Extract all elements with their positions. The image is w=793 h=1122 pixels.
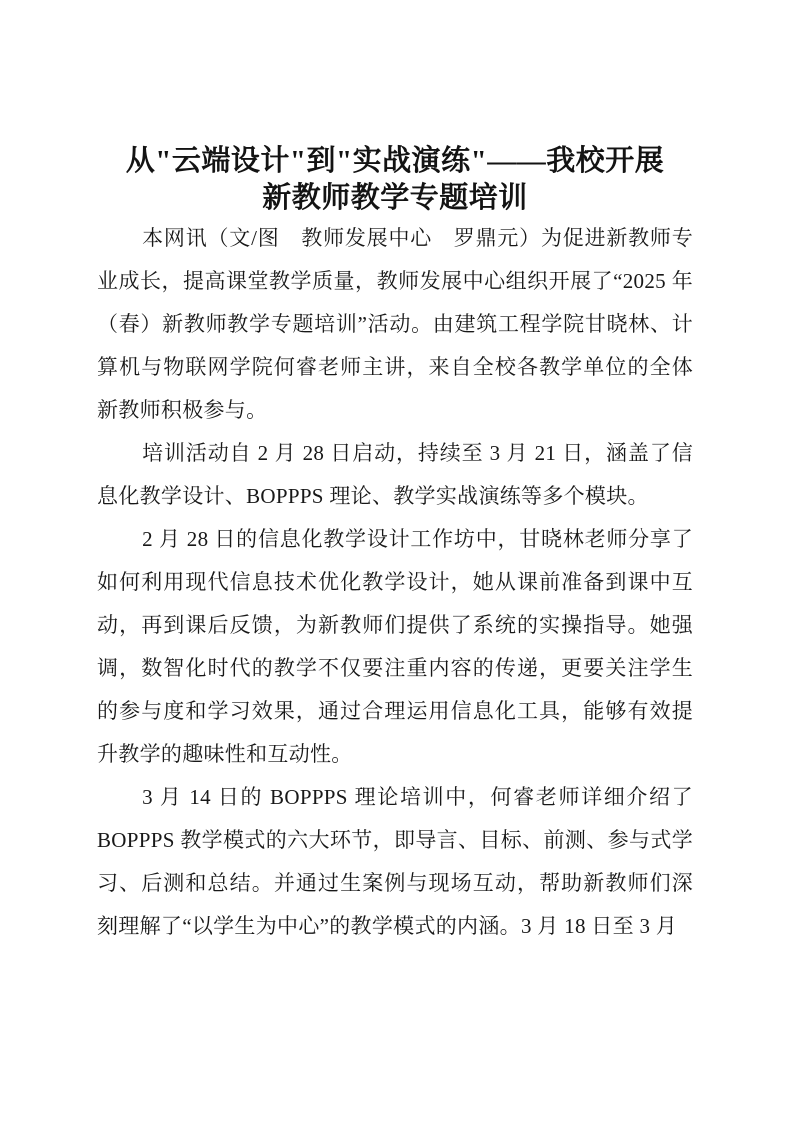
document-title-line-1: 从"云端设计"到"实战演练"——我校开展 <box>125 145 665 177</box>
document-title-line-2: 新教师教学专题培训 <box>262 182 528 214</box>
paragraph-intro: 本网讯（文/图 教师发展中心 罗鼎元）为促进新教师专业成长，提高课堂教学质量，教师发展中心组织开展了“2025 年（春）新教师教学专题培训”活动。由建筑工程学院甘晓林、计算机与物联网学院何睿老师主讲，来自全校各教学单位的全体新教师积极参与。 <box>97 226 693 422</box>
paragraph-training-schedule: 培训活动自 2 月 28 日启动，持续至 3 月 21 日，涵盖了信息化教学设计、BOPPPS 理论、教学实战演练等多个模块。 <box>97 441 693 508</box>
document-title <box>97 143 693 217</box>
paragraph-boppps-mar14: 3 月 14 日的 BOPPPS 理论培训中，何睿老师详细介绍了 BOPPPS 教学模式的六大环节，即导言、目标、前测、参与式学习、后测和总结。并通过生案例与现场互动，帮助新教师们深刻理解了“以学生为中心”的教学模式的内涵。3 月 18 日至 3 月 <box>97 785 693 938</box>
paragraph-workshop-feb28: 2 月 28 日的信息化教学设计工作坊中，甘晓林老师分享了如何利用现代信息技术优化教学设计，她从课前准备到课中互动，再到课后反馈，为新教师们提供了系统的实操指导。她强调，数智化时代的教学不仅要注重内容的传递，更要关注学生的参与度和学习效果，通过合理运用信息化工具，能够有效提升教学的趣味性和互动性。 <box>97 527 693 766</box>
